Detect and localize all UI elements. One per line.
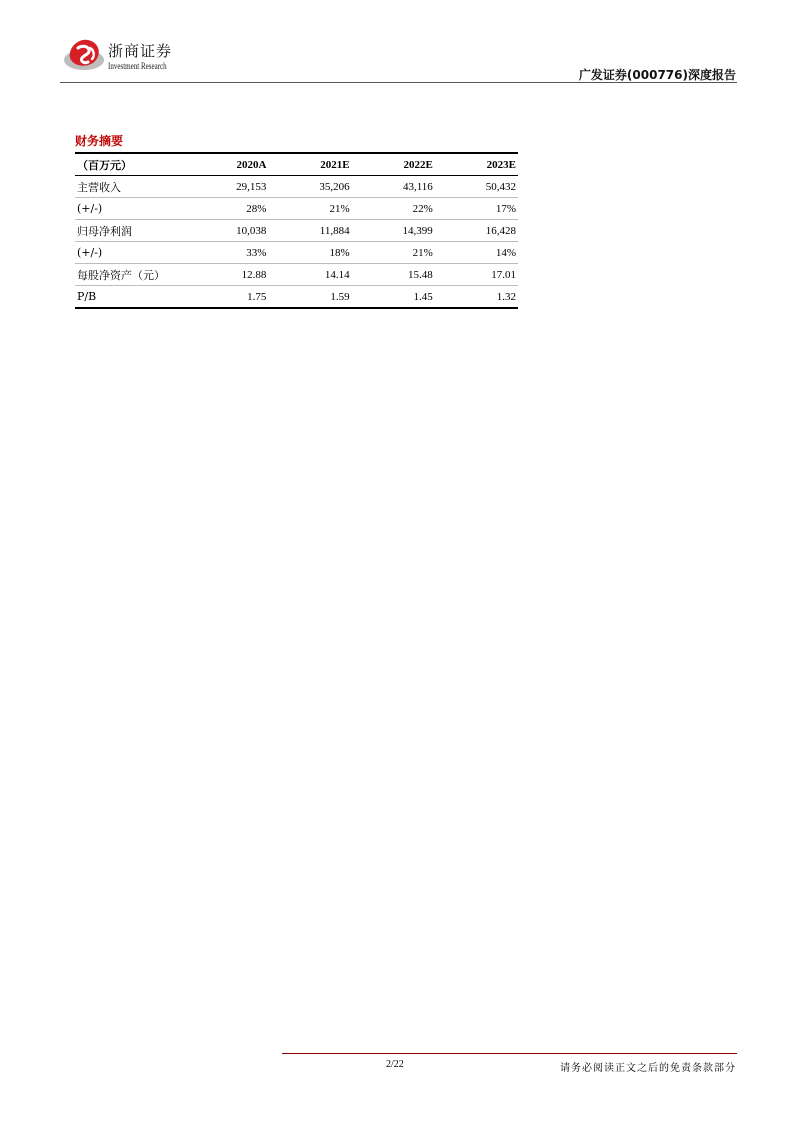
- footer-divider: [282, 1053, 737, 1054]
- section-title: 财务摘要: [75, 134, 124, 148]
- table-cell: 50,432: [485, 180, 516, 193]
- zheshang-securities-logo-icon: [62, 36, 106, 76]
- logo-english-name: Investment Research: [108, 61, 167, 71]
- table-cell: 43,116: [402, 180, 433, 193]
- table-cell: 11,884: [319, 224, 350, 237]
- row-label: P/B: [77, 290, 97, 303]
- footer-disclaimer: 请务必阅读正文之后的免责条款部分: [560, 1063, 736, 1074]
- table-header-row: [75, 153, 518, 176]
- table-row-revenue-growth: [75, 198, 518, 220]
- table-row-bvps: [75, 264, 518, 286]
- table-cell: 21%: [412, 246, 433, 259]
- table-cell: 14,399: [402, 224, 433, 237]
- table-cell: 18%: [329, 246, 350, 259]
- table-cell: 33%: [246, 246, 267, 259]
- table-cell: 17.01: [491, 268, 516, 281]
- table-cell: 22%: [412, 202, 433, 215]
- table-row-pb: [75, 286, 518, 309]
- column-header-unit: （百万元）: [77, 158, 132, 172]
- column-header-2021e: 2021E: [320, 158, 350, 171]
- table-cell: 1.75: [247, 290, 267, 303]
- table-row-net-profit: [75, 220, 518, 242]
- row-label: 主营收入: [77, 180, 121, 194]
- table-cell: 14%: [495, 246, 516, 259]
- table-row-revenue: [75, 176, 518, 198]
- table-cell: 17%: [495, 202, 516, 215]
- column-header-2023e: 2023E: [486, 158, 516, 171]
- table-cell: 16,428: [485, 224, 516, 237]
- table-row-profit-growth: [75, 242, 518, 264]
- row-label: 每股净资产（元）: [77, 268, 165, 282]
- table-cell: 15.48: [408, 268, 433, 281]
- table-cell: 12.88: [241, 268, 267, 281]
- table-cell: 35,206: [319, 180, 350, 193]
- table-cell: 1.32: [496, 290, 516, 303]
- row-label: (+/-): [77, 246, 103, 259]
- logo-chinese-name: 浙商证券: [108, 42, 173, 60]
- table-cell: 1.45: [413, 290, 433, 303]
- header-divider: [60, 82, 737, 83]
- column-header-2022e: 2022E: [403, 158, 433, 171]
- financial-summary-table: [75, 152, 518, 309]
- table-cell: 1.59: [330, 290, 350, 303]
- row-label: (+/-): [77, 202, 103, 215]
- table-cell: 14.14: [324, 268, 350, 281]
- page-number: 2/22: [386, 1059, 404, 1070]
- company-logo: [62, 36, 182, 78]
- column-header-2020a: 2020A: [236, 158, 267, 171]
- table-cell: 21%: [329, 202, 350, 215]
- report-header-title: 广发证券(000776)深度报告: [578, 68, 736, 82]
- table-cell: 10,038: [236, 224, 267, 237]
- table-cell: 28%: [246, 202, 267, 215]
- row-label: 归母净利润: [77, 224, 132, 238]
- table-cell: 29,153: [236, 180, 267, 193]
